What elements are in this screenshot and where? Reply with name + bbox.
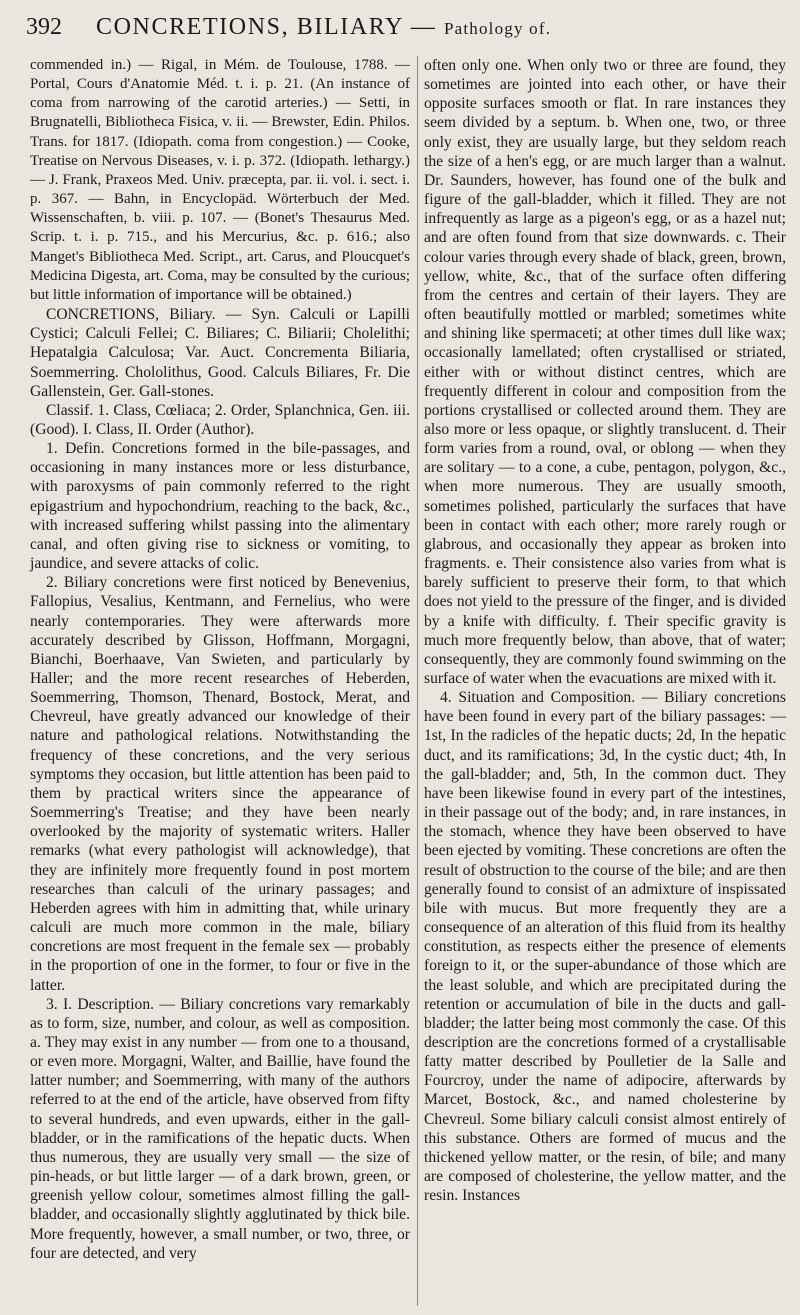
running-title-main: CONCRETIONS, BILIARY — [96,14,437,40]
situation-composition-paragraph: 4. Situation and Composition. — Biliary concretions have been found in every part of the biliary passages: — 1st, In the radicles of the hepatic ducts; 2d, In the hepatic duct, and its ramifications; 3d, In the cystic duct; 4th, In the gall-bladder; and, 5th, In the common duct. They have been likewise found in every part of the intestines, in their passage out of the body; and, in rare instances, in the stomach, whence they have been observed to have been ejected by vomiting. These concretions are often the result of obstruction to the course of the bile; and are then generally found to consist of an admixture of inspissated bile with mucus. But more frequently they are a consequence of an alteration of this fluid from its healthy constitution, as respects either the presence of elements foreign to it, or the super-abundance of those which are the least soluble, and which are precipitated during the retention or accumulation of bile in the ducts and gall-bladder; the latter being most commonly the case. Of this description are the concretions formed of a crystallisable fatty matter described by Poulletier de la Salle and Fourcroy, under the name of adipocire, afterwards by Marcet, Bostock, &c., and named cholesterine by Chevreul. Some biliary calculi consist almost entirely of this substance. Others are formed of mucus and the thickened yellow matter, or the resin, of bile; and many are composed of cholesterine, the yellow matter, and the resin. Instances [424,689,786,1205]
description-continuation: often only one. When only two or three are found, they sometimes are jointed into each other, or have their opposite surfaces smooth or flat. In rare instances they seem divided by a septum. b. When one, two, or three only exist, they are usually large, but they seldom reach the size of a hen's egg, or are much larger than a walnut. Dr. Saunders, however, has found one of the bulk and figure of the gall-bladder, which it filled. They are not infrequently as large as a pigeon's egg, or as a hazel nut; and are often found from that size downwards. c. Their colour varies through every shade of black, green, brown, yellow, white, &c., that of the surface often differing from the centres and certain of their layers. They are often beautifully mottled or marbled; sometimes white and shining like spermaceti; at other times dull like wax; occasionally lamellated; often crystallised or striated, either with or without distinct centres, which are frequently different in colour and composition from the portions crystallised or collected around them. They are also more or less opaque, or slightly translucent. d. Their form varies from a round, oval, or oblong — when they are solitary — to a cone, a cube, pentagon, polygon, &c., when more numerous. They are usually smooth, sometimes polished, particularly the surfaces that have been in contact with each other; more rarely rough or glabrous, and occasionally they appear as broken into fragments. e. Their consistence also varies from what is barely sufficient to preserve their form, to that which does not yield to the pressure of the finger, and is divided by a knife with difficulty. f. Their specific gravity is much more frequently below, than above, that of water; consequently, they are commonly found swimming on the surface of water when the evacuations are mixed with it. [424,57,786,687]
history-paragraph: 2. Biliary concretions were first noticed by Benevenius, Fallopius, Vesalius, Kentmann, and Fernelius, who were nearly contemporaries. They were afterwards more accurately described by Glisson, Hoffmann, Morgagni, Bianchi, Boerhaave, Van Swieten, and particularly by Haller; and the more recent researches of Heberden, Soemmerring, Thomson, Thenard, Bostock, Merat, and Chevreul, have greatly advanced our knowledge of their nature and pathological relations. Notwithstanding the frequency of these concretions, and the very serious symptoms they occasion, but little attention has been paid to them by practical writers since the appearance of Soemmerring's Treatise; and they have been nearly overlooked by the majority of systematic writers. Haller remarks (what every pathologist will acknowledge), that they are infinitely more frequently found in post mortem researches than calculi of the urinary passages; and Heberden agrees with him in admitting that, while urinary calculi are much more common in the male, biliary concretions are most frequent in the female sex — probably in the proportion of one in the former, to four or five in the latter. [30,574,410,994]
running-title-sub: Pathology of. [443,19,552,38]
running-title [96,14,551,41]
definition-paragraph: 1. Defin. Concretions formed in the bile-passages, and occasioning in many instances more or less disturbance, with paroxysms of pain commonly referred to the right epigastrium and hypochondrium, reaching to the back, &c., with increased suffering whilst passing into the alimentary canal, and often giving rise to sickness or vomiting, to jaundice, and severe attacks of colic. [30,440,410,573]
running-header [26,14,776,44]
classification-paragraph: Classif. 1. Class, Cœliaca; 2. Order, Splanchnica, Gen. iii. (Good). I. Class, II. Order (Author). [30,401,410,438]
left-column [30,56,410,1263]
column-divider [417,56,418,1306]
right-column [424,56,786,1205]
page-number: 392 [26,14,62,40]
bibliography-continuation: commended in.) — Rigal, in Mém. de Toulouse, 1788. — Portal, Cours d'Anatomie Méd. t. i. p. 21. (An instance of coma from narrowing of the carotid arteries.) — Setti, in Brugnatelli, Bibliotheca Fisica, v. ii. — Brewster, Edin. Philos. Trans. for 1817. (Idiopath. coma from congestion.) — Cooke, Treatise on Nervous Diseases, v. i. p. 372. (Idiopath. lethargy.) — J. Frank, Praxeos Med. Univ. præcepta, par. ii. vol. i. sect. i. p. 367. — Bahn, in Encyclopäd. Wörterbuch der Med. Wissenschaften, b. viii. p. 107. — (Bonet's Thesaurus Med. Scrip. t. i. p. 715., and his Mercurius, &c. p. 616.; also Manget's Bibliotheca Med. Script., art. Carus, and Ploucquet's Medicina Digesta, art. Coma, may be consulted by the curious; but little information of importance will be obtained.) [30,57,410,303]
article-heading: CONCRETIONS, Biliary. — Syn. Calculi or Lapilli Cystici; Calculi Fellei; C. Biliares; C. Biliarii; Cholelithi; Hepatalgia Calculosa; Var. Auct. Concrementa Biliaria, Soemmerring. Chololithus, Good. Calculs Biliares, Fr. Die Gallenstein, Ger. Gall-stones. [30,306,410,400]
description-paragraph: 3. I. Description. — Biliary concretions vary remarkably as to form, size, number, and colour, as well as composition. a. They may exist in any number — from one to a thousand, or even more. Morgagni, Walter, and Baillie, have found the latter number; and Soemmerring, with many of the authors referred to at the end of the article, have observed from fifty to several hundreds, and even upwards, either in the gall-bladder, or in the ramifications of the hepatic ducts. When thus numerous, they are usually very small — the size of pin-heads, or but little larger — of a dark brown, green, or greenish yellow colour, sometimes almost filling the gall-bladder, and occasionally slightly agglutinated by thick bile. More frequently, however, a small number, or two, three, or four are detected, and very [30,995,410,1262]
